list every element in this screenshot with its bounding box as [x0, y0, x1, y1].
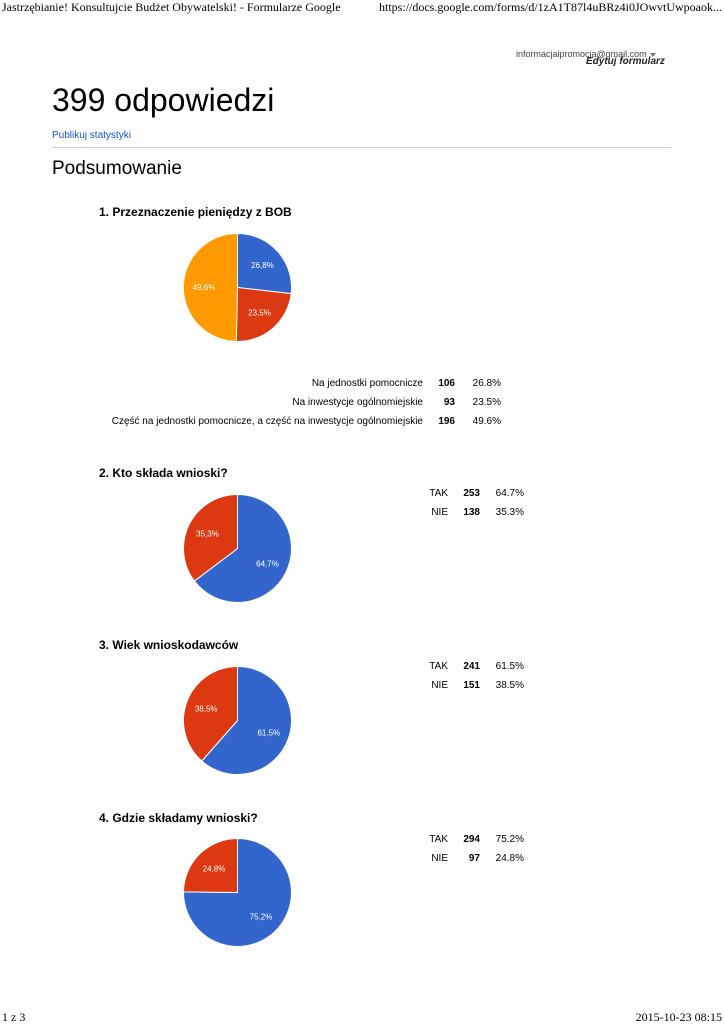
row-label: Na inwestycje ogólnomiejskie: [292, 397, 423, 408]
pie-slice-label: 61,5%: [257, 728, 281, 738]
row-percent: 61.5%: [495, 661, 524, 672]
summary-heading: Podsumowanie: [52, 158, 182, 179]
row-count: 106: [438, 378, 455, 389]
row-label: TAK: [429, 661, 448, 672]
row-percent: 35.3%: [495, 507, 524, 518]
table-row: [112, 374, 501, 393]
row-count: 196: [438, 416, 455, 427]
row-percent: 49.6%: [472, 416, 501, 427]
table-row: [112, 393, 501, 412]
print-footer-page: 1 z 3: [2, 1010, 26, 1024]
edit-form-button[interactable]: Edytuj formularz: [586, 56, 665, 67]
pie-slice-label: 49,6%: [192, 283, 216, 293]
question-title: 3. Wiek wnioskodawców: [99, 638, 239, 652]
pie-slice-label: 35,3%: [196, 529, 219, 539]
question-title: 4. Gdzie składamy wnioski?: [99, 811, 258, 825]
pie-slice-label: 23,5%: [248, 308, 271, 318]
row-percent: 24.8%: [495, 853, 524, 864]
row-label: Część na jednostki pomocnicze, a część na inwestycje ogólnomiejskie: [111, 416, 423, 427]
row-count: 294: [463, 834, 480, 845]
row-label: TAK: [429, 488, 448, 499]
row-label: Na jednostki pomocnicze: [311, 378, 423, 389]
row-percent: 75.2%: [495, 834, 524, 845]
pie-chart: [175, 658, 300, 783]
print-header-title: Jastrzębianie! Konsultujcie Budżet Obywatelski! - Formularze Google: [2, 0, 341, 14]
table-row: [400, 657, 524, 676]
table-row: [400, 830, 524, 849]
row-percent: 26.8%: [472, 378, 501, 389]
question-title: 1. Przeznaczenie pieniędzy z BOB: [99, 205, 292, 219]
row-label: NIE: [431, 680, 448, 691]
pie-slice-label: 75,2%: [249, 912, 273, 922]
print-header-url: https://docs.google.com/forms/d/1zA1T87l4uBRz4i0JOwvtUwpoaok...: [379, 0, 722, 14]
publish-stats-link[interactable]: Publikuj statystyki: [52, 130, 131, 141]
page-title: 399 odpowiedzi: [52, 82, 275, 118]
account-email[interactable]: informacjaipromocja@gmail.com: [516, 49, 647, 59]
divider: [52, 147, 671, 148]
row-percent: 38.5%: [495, 680, 524, 691]
row-label: NIE: [431, 853, 448, 864]
row-label: TAK: [429, 834, 448, 845]
pie-chart: [175, 486, 300, 611]
pie-chart: [175, 225, 300, 350]
table-row: [400, 484, 524, 503]
stats-table: [400, 657, 524, 695]
print-footer-datetime: 2015-10-23 08:15: [635, 1010, 722, 1024]
row-percent: 64.7%: [495, 488, 524, 499]
pie-chart: [175, 830, 300, 955]
table-row: [400, 676, 524, 695]
row-count: 93: [443, 397, 455, 408]
table-row: [400, 503, 524, 522]
row-count: 151: [463, 680, 480, 691]
row-label: NIE: [431, 507, 448, 518]
question-title: 2. Kto składa wnioski?: [99, 466, 228, 480]
row-count: 241: [463, 661, 480, 672]
row-percent: 23.5%: [472, 397, 501, 408]
row-count: 97: [468, 853, 480, 864]
stats-table: [400, 830, 524, 868]
table-row: [112, 412, 501, 431]
table-row: [400, 849, 524, 868]
stats-table: [112, 374, 501, 431]
row-count: 253: [463, 488, 480, 499]
pie-slice-label: 38,5%: [194, 704, 218, 714]
pie-slice-label: 26,8%: [251, 261, 274, 271]
pie-slice-label: 64,7%: [256, 559, 279, 569]
pie-slice-label: 24,8%: [202, 864, 226, 874]
stats-table: [400, 484, 524, 522]
row-count: 138: [463, 507, 480, 518]
